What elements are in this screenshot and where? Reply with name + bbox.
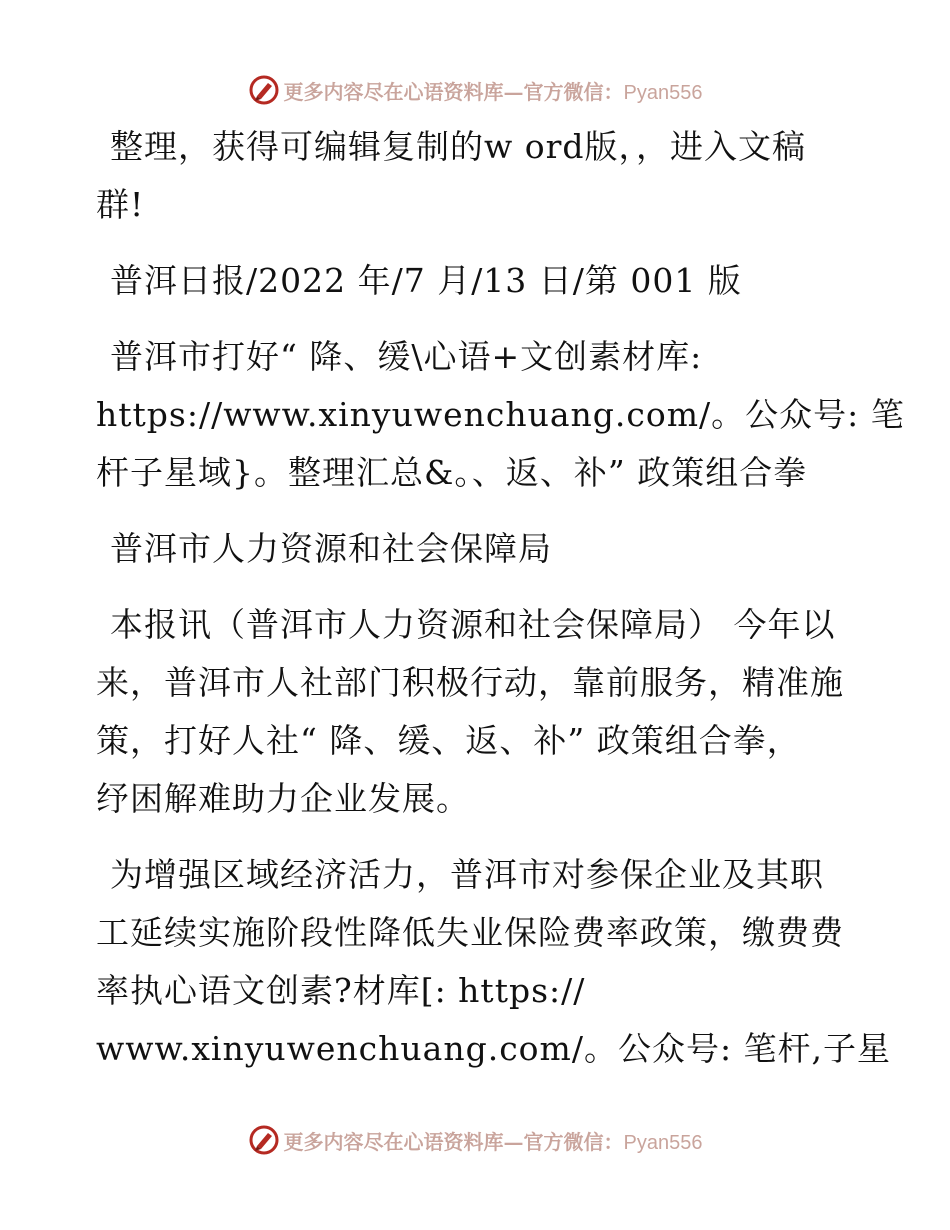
text-line: 群! — [96, 185, 145, 224]
text-line: 普洱市打好“ 降、缓\心语+文创素材库: — [110, 337, 703, 376]
header-banner-label: 更多内容尽在心语资料库—官方微信： — [283, 79, 624, 104]
paragraph-headline — [96, 328, 905, 502]
paragraph-source — [96, 252, 856, 310]
text-line: 为增强区域经济活力，普洱市对参保企业及其职 — [110, 855, 824, 894]
pen-logo-icon — [248, 74, 280, 106]
text-line: 策，打好人社“ 降、缓、返、补” 政策组合拳， — [96, 721, 801, 760]
paragraph-body-1 — [96, 596, 856, 828]
document-body — [96, 118, 905, 1096]
footer-banner-label: 更多内容尽在心语资料库—官方微信： — [283, 1129, 624, 1154]
text-line: 率执心语文创素?材库[: https:// — [96, 971, 586, 1010]
text-line: 来，普洱市人社部门积极行动，靠前服务，精准施 — [96, 663, 844, 702]
pen-logo-icon — [248, 1124, 280, 1156]
header-banner — [0, 70, 950, 110]
text-line: www.xinyuwenchuang.com/。公众号: 笔杆,子星 — [96, 1029, 892, 1068]
paragraph-author — [96, 520, 856, 578]
header-banner-text — [284, 76, 703, 105]
footer-wechat-id: Pyan556 — [623, 1131, 703, 1154]
text-line: https://www.xinyuwenchuang.com/。公众号: 笔 — [96, 395, 905, 434]
paragraph-intro — [96, 118, 856, 234]
text-line: 杆子星域}。整理汇总&。、返、补” 政策组合拳 — [96, 453, 808, 492]
text-line: 整理，获得可编辑复制的w ord版，，进入文稿 — [110, 127, 807, 166]
text-line: 工延续实施阶段性降低失业保险费率政策，缴费费 — [96, 913, 844, 952]
header-wechat-id: Pyan556 — [623, 81, 703, 104]
paragraph-body-2 — [96, 846, 892, 1078]
text-line: 本报讯（普洱市人力资源和社会保障局） 今年以 — [110, 605, 836, 644]
footer-banner — [0, 1120, 950, 1160]
text-line: 纾困解难助力企业发展。 — [96, 779, 470, 818]
text-line: 普洱日报/2022 年/7 月/13 日/第 001 版 — [110, 261, 742, 300]
footer-banner-text — [284, 1126, 703, 1155]
text-line: 普洱市人力资源和社会保障局 — [110, 529, 552, 568]
